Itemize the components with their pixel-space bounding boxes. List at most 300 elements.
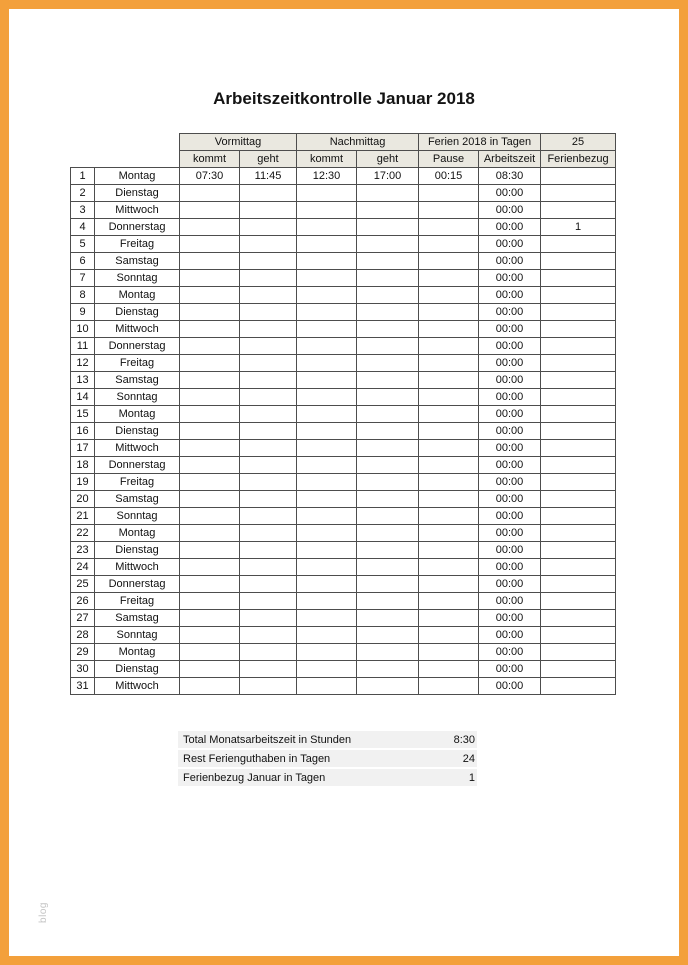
arbeitszeit-cell: 00:00 xyxy=(479,525,541,542)
vormittag-geht-cell xyxy=(240,576,297,593)
day-cell: Mittwoch xyxy=(95,678,180,695)
row-number-cell: 26 xyxy=(71,593,95,610)
timesheet-table xyxy=(70,133,616,695)
vormittag-kommt-cell xyxy=(180,423,240,440)
nachmittag-kommt-cell: 12:30 xyxy=(297,168,357,185)
nachmittag-geht-cell xyxy=(357,508,419,525)
nachmittag-kommt-cell xyxy=(297,372,357,389)
ferienbezug-cell xyxy=(541,491,616,508)
ferienbezug-cell: 1 xyxy=(541,219,616,236)
vormittag-kommt-cell xyxy=(180,576,240,593)
table-row xyxy=(71,270,616,287)
vormittag-kommt-cell xyxy=(180,440,240,457)
nachmittag-kommt-cell xyxy=(297,423,357,440)
nachmittag-geht-cell xyxy=(357,236,419,253)
vormittag-geht-cell xyxy=(240,372,297,389)
day-cell: Dienstag xyxy=(95,185,180,202)
vormittag-kommt-cell xyxy=(180,559,240,576)
arbeitszeit-cell: 00:00 xyxy=(479,661,541,678)
arbeitszeit-cell: 00:00 xyxy=(479,593,541,610)
table-row xyxy=(71,236,616,253)
nachmittag-geht-cell xyxy=(357,661,419,678)
vormittag-kommt-cell xyxy=(180,270,240,287)
day-cell: Samstag xyxy=(95,253,180,270)
timesheet-body xyxy=(71,168,616,695)
nachmittag-kommt-cell xyxy=(297,474,357,491)
row-number-cell: 5 xyxy=(71,236,95,253)
nachmittag-geht-cell xyxy=(357,270,419,287)
row-number-cell: 21 xyxy=(71,508,95,525)
pause-cell xyxy=(419,372,479,389)
ferienbezug-cell xyxy=(541,168,616,185)
nachmittag-geht-cell xyxy=(357,610,419,627)
day-cell: Dienstag xyxy=(95,304,180,321)
summary-label: Total Monatsarbeitszeit in Stunden xyxy=(183,733,352,746)
vormittag-geht-cell xyxy=(240,644,297,661)
arbeitszeit-cell: 00:00 xyxy=(479,627,541,644)
group-header-row xyxy=(71,134,616,151)
nachmittag-kommt-cell xyxy=(297,457,357,474)
day-cell: Freitag xyxy=(95,236,180,253)
row-number-cell: 13 xyxy=(71,372,95,389)
vormittag-geht-cell xyxy=(240,593,297,610)
row-number-cell: 11 xyxy=(71,338,95,355)
pause-cell xyxy=(419,559,479,576)
ferienbezug-cell xyxy=(541,559,616,576)
row-number-cell: 25 xyxy=(71,576,95,593)
ferienbezug-cell xyxy=(541,525,616,542)
nachmittag-geht-cell xyxy=(357,474,419,491)
nachmittag-geht-cell xyxy=(357,406,419,423)
summary-value: 24 xyxy=(462,752,475,765)
ferienbezug-cell xyxy=(541,304,616,321)
row-number-cell: 15 xyxy=(71,406,95,423)
vormittag-geht-cell xyxy=(240,236,297,253)
vormittag-kommt-cell xyxy=(180,610,240,627)
day-cell: Montag xyxy=(95,644,180,661)
day-cell: Donnerstag xyxy=(95,219,180,236)
table-row xyxy=(71,576,616,593)
vormittag-kommt-cell xyxy=(180,185,240,202)
row-number-cell: 31 xyxy=(71,678,95,695)
ferienbezug-cell xyxy=(541,661,616,678)
vormittag-geht-cell xyxy=(240,474,297,491)
vormittag-kommt-cell xyxy=(180,508,240,525)
nachmittag-kommt-cell xyxy=(297,593,357,610)
row-number-cell: 12 xyxy=(71,355,95,372)
nachmittag-kommt-cell xyxy=(297,304,357,321)
col-header-ferienbezug: Ferienbezug xyxy=(541,151,616,168)
vormittag-geht-cell xyxy=(240,440,297,457)
table-row xyxy=(71,440,616,457)
vormittag-kommt-cell xyxy=(180,304,240,321)
day-cell: Freitag xyxy=(95,355,180,372)
row-number-cell: 16 xyxy=(71,423,95,440)
day-cell: Dienstag xyxy=(95,542,180,559)
page xyxy=(9,9,679,956)
pause-cell xyxy=(419,304,479,321)
pause-cell xyxy=(419,610,479,627)
vormittag-geht-cell xyxy=(240,321,297,338)
col-header-arbeitszeit: Arbeitszeit xyxy=(479,151,541,168)
table-row xyxy=(71,389,616,406)
vormittag-geht-cell xyxy=(240,627,297,644)
arbeitszeit-cell: 00:00 xyxy=(479,678,541,695)
vormittag-kommt-cell xyxy=(180,542,240,559)
nachmittag-kommt-cell xyxy=(297,627,357,644)
day-cell: Dienstag xyxy=(95,423,180,440)
arbeitszeit-cell: 00:00 xyxy=(479,372,541,389)
row-number-cell: 4 xyxy=(71,219,95,236)
vormittag-geht-cell xyxy=(240,610,297,627)
ferienbezug-cell xyxy=(541,372,616,389)
pause-cell xyxy=(419,576,479,593)
vormittag-kommt-cell xyxy=(180,525,240,542)
vormittag-geht-cell xyxy=(240,542,297,559)
ferienbezug-cell xyxy=(541,355,616,372)
nachmittag-geht-cell xyxy=(357,372,419,389)
nachmittag-geht-cell xyxy=(357,185,419,202)
nachmittag-kommt-cell xyxy=(297,185,357,202)
pause-cell xyxy=(419,406,479,423)
pause-cell xyxy=(419,678,479,695)
table-row xyxy=(71,355,616,372)
summary-label: Rest Ferienguthaben in Tagen xyxy=(183,752,331,765)
row-number-cell: 23 xyxy=(71,542,95,559)
arbeitszeit-cell: 00:00 xyxy=(479,508,541,525)
day-cell: Samstag xyxy=(95,610,180,627)
vormittag-kommt-cell xyxy=(180,321,240,338)
vormittag-geht-cell xyxy=(240,338,297,355)
arbeitszeit-cell: 00:00 xyxy=(479,236,541,253)
vormittag-kommt-cell xyxy=(180,678,240,695)
arbeitszeit-cell: 00:00 xyxy=(479,559,541,576)
arbeitszeit-cell: 00:00 xyxy=(479,338,541,355)
day-cell: Donnerstag xyxy=(95,457,180,474)
vormittag-kommt-cell xyxy=(180,644,240,661)
day-cell: Montag xyxy=(95,525,180,542)
table-row xyxy=(71,491,616,508)
vormittag-geht-cell xyxy=(240,678,297,695)
day-cell: Donnerstag xyxy=(95,338,180,355)
arbeitszeit-cell: 00:00 xyxy=(479,253,541,270)
col-header-vormittag-geht: geht xyxy=(240,151,297,168)
table-row xyxy=(71,168,616,185)
group-header-nachmittag: Nachmittag xyxy=(297,134,419,151)
ferienbezug-cell xyxy=(541,236,616,253)
vormittag-kommt-cell xyxy=(180,219,240,236)
table-row xyxy=(71,559,616,576)
row-number-cell: 27 xyxy=(71,610,95,627)
summary-label: Ferienbezug Januar in Tagen xyxy=(183,771,326,784)
row-number-cell: 1 xyxy=(71,168,95,185)
pause-cell xyxy=(419,508,479,525)
row-number-cell: 18 xyxy=(71,457,95,474)
vormittag-geht-cell xyxy=(240,270,297,287)
vormittag-kommt-cell xyxy=(180,287,240,304)
pause-cell xyxy=(419,440,479,457)
table-row xyxy=(71,661,616,678)
table-row xyxy=(71,338,616,355)
ferienbezug-cell xyxy=(541,185,616,202)
arbeitszeit-cell: 00:00 xyxy=(479,644,541,661)
ferienbezug-cell xyxy=(541,321,616,338)
vormittag-kommt-cell xyxy=(180,236,240,253)
arbeitszeit-cell: 00:00 xyxy=(479,389,541,406)
nachmittag-kommt-cell xyxy=(297,236,357,253)
row-number-cell: 6 xyxy=(71,253,95,270)
pause-cell xyxy=(419,644,479,661)
ferienbezug-cell xyxy=(541,678,616,695)
day-cell: Donnerstag xyxy=(95,576,180,593)
row-number-cell: 19 xyxy=(71,474,95,491)
table-row xyxy=(71,219,616,236)
arbeitszeit-cell: 00:00 xyxy=(479,406,541,423)
pause-cell xyxy=(419,185,479,202)
ferienbezug-cell xyxy=(541,593,616,610)
day-cell: Mittwoch xyxy=(95,559,180,576)
day-cell: Montag xyxy=(95,168,180,185)
row-number-cell: 20 xyxy=(71,491,95,508)
pause-cell xyxy=(419,491,479,508)
nachmittag-geht-cell xyxy=(357,338,419,355)
arbeitszeit-cell: 00:00 xyxy=(479,304,541,321)
table-row xyxy=(71,321,616,338)
nachmittag-geht-cell: 17:00 xyxy=(357,168,419,185)
table-row xyxy=(71,185,616,202)
vormittag-kommt-cell xyxy=(180,355,240,372)
col-header-nachmittag-kommt: kommt xyxy=(297,151,357,168)
table-row xyxy=(71,644,616,661)
arbeitszeit-cell: 00:00 xyxy=(479,219,541,236)
arbeitszeit-cell: 00:00 xyxy=(479,474,541,491)
day-cell: Freitag xyxy=(95,593,180,610)
vormittag-kommt-cell xyxy=(180,627,240,644)
nachmittag-kommt-cell xyxy=(297,338,357,355)
nachmittag-kommt-cell xyxy=(297,542,357,559)
arbeitszeit-cell: 00:00 xyxy=(479,610,541,627)
nachmittag-kommt-cell xyxy=(297,440,357,457)
ferienbezug-cell xyxy=(541,542,616,559)
vormittag-kommt-cell xyxy=(180,406,240,423)
nachmittag-geht-cell xyxy=(357,219,419,236)
row-number-cell: 29 xyxy=(71,644,95,661)
pause-cell xyxy=(419,525,479,542)
pause-cell xyxy=(419,253,479,270)
day-cell: Montag xyxy=(95,406,180,423)
nachmittag-geht-cell xyxy=(357,304,419,321)
table-row xyxy=(71,423,616,440)
table-row xyxy=(71,525,616,542)
ferienbezug-cell xyxy=(541,338,616,355)
vormittag-geht-cell xyxy=(240,253,297,270)
ferienbezug-cell xyxy=(541,406,616,423)
nachmittag-geht-cell xyxy=(357,202,419,219)
nachmittag-kommt-cell xyxy=(297,389,357,406)
nachmittag-kommt-cell xyxy=(297,576,357,593)
row-number-cell: 8 xyxy=(71,287,95,304)
vormittag-kommt-cell xyxy=(180,593,240,610)
nachmittag-geht-cell xyxy=(357,576,419,593)
nachmittag-geht-cell xyxy=(357,389,419,406)
nachmittag-kommt-cell xyxy=(297,270,357,287)
table-row xyxy=(71,304,616,321)
table-row xyxy=(71,508,616,525)
nachmittag-kommt-cell xyxy=(297,321,357,338)
ferienbezug-cell xyxy=(541,457,616,474)
row-number-cell: 17 xyxy=(71,440,95,457)
ferienbezug-cell xyxy=(541,440,616,457)
day-cell: Sonntag xyxy=(95,627,180,644)
vormittag-kommt-cell xyxy=(180,372,240,389)
table-row xyxy=(71,406,616,423)
arbeitszeit-cell: 00:00 xyxy=(479,491,541,508)
nachmittag-kommt-cell xyxy=(297,491,357,508)
ferienbezug-cell xyxy=(541,576,616,593)
vormittag-kommt-cell: 07:30 xyxy=(180,168,240,185)
pause-cell xyxy=(419,661,479,678)
nachmittag-geht-cell xyxy=(357,559,419,576)
nachmittag-geht-cell xyxy=(357,593,419,610)
table-row xyxy=(71,253,616,270)
vormittag-kommt-cell xyxy=(180,457,240,474)
nachmittag-kommt-cell xyxy=(297,610,357,627)
day-cell: Sonntag xyxy=(95,270,180,287)
row-number-cell: 28 xyxy=(71,627,95,644)
nachmittag-geht-cell xyxy=(357,644,419,661)
nachmittag-kommt-cell xyxy=(297,508,357,525)
table-row xyxy=(71,593,616,610)
ferienbezug-cell xyxy=(541,423,616,440)
ferienbezug-cell xyxy=(541,644,616,661)
vormittag-geht-cell xyxy=(240,406,297,423)
pause-cell xyxy=(419,542,479,559)
pause-cell xyxy=(419,236,479,253)
arbeitszeit-cell: 00:00 xyxy=(479,202,541,219)
vormittag-geht-cell xyxy=(240,219,297,236)
row-number-cell: 30 xyxy=(71,661,95,678)
ferienbezug-cell xyxy=(541,202,616,219)
pause-cell xyxy=(419,593,479,610)
vormittag-geht-cell xyxy=(240,304,297,321)
nachmittag-geht-cell xyxy=(357,525,419,542)
pause-cell xyxy=(419,423,479,440)
table-row xyxy=(71,474,616,491)
day-cell: Dienstag xyxy=(95,661,180,678)
nachmittag-kommt-cell xyxy=(297,253,357,270)
vormittag-geht-cell xyxy=(240,508,297,525)
nachmittag-geht-cell xyxy=(357,542,419,559)
vormittag-geht-cell xyxy=(240,491,297,508)
nachmittag-geht-cell xyxy=(357,491,419,508)
nachmittag-kommt-cell xyxy=(297,644,357,661)
nachmittag-geht-cell xyxy=(357,321,419,338)
ferienbezug-cell xyxy=(541,287,616,304)
row-number-cell: 10 xyxy=(71,321,95,338)
pause-cell xyxy=(419,355,479,372)
nachmittag-geht-cell xyxy=(357,253,419,270)
row-number-cell: 14 xyxy=(71,389,95,406)
row-number-cell: 9 xyxy=(71,304,95,321)
summary-row xyxy=(178,750,477,767)
row-number-cell: 7 xyxy=(71,270,95,287)
table-row xyxy=(71,287,616,304)
col-header-pause: Pause xyxy=(419,151,479,168)
ferienbezug-cell xyxy=(541,627,616,644)
day-cell: Sonntag xyxy=(95,508,180,525)
nachmittag-geht-cell xyxy=(357,440,419,457)
vormittag-kommt-cell xyxy=(180,338,240,355)
arbeitszeit-cell: 00:00 xyxy=(479,423,541,440)
pause-cell xyxy=(419,627,479,644)
page-title: Arbeitszeitkontrolle Januar 2018 xyxy=(213,89,475,108)
row-number-cell: 24 xyxy=(71,559,95,576)
group-header-vormittag: Vormittag xyxy=(180,134,297,151)
vormittag-geht-cell xyxy=(240,559,297,576)
table-row xyxy=(71,678,616,695)
row-number-cell: 3 xyxy=(71,202,95,219)
vormittag-geht-cell xyxy=(240,661,297,678)
nachmittag-geht-cell xyxy=(357,457,419,474)
nachmittag-geht-cell xyxy=(357,423,419,440)
table-row xyxy=(71,627,616,644)
nachmittag-geht-cell xyxy=(357,287,419,304)
vormittag-geht-cell xyxy=(240,457,297,474)
pause-cell xyxy=(419,287,479,304)
nachmittag-kommt-cell xyxy=(297,678,357,695)
vormittag-geht-cell xyxy=(240,525,297,542)
table-row xyxy=(71,457,616,474)
nachmittag-kommt-cell xyxy=(297,287,357,304)
pause-cell xyxy=(419,338,479,355)
day-cell: Mittwoch xyxy=(95,202,180,219)
arbeitszeit-cell: 00:00 xyxy=(479,321,541,338)
nachmittag-kommt-cell xyxy=(297,355,357,372)
vormittag-geht-cell xyxy=(240,389,297,406)
day-cell: Montag xyxy=(95,287,180,304)
vormittag-geht-cell xyxy=(240,355,297,372)
nachmittag-geht-cell xyxy=(357,355,419,372)
group-header-ferien: Ferien 2018 in Tagen xyxy=(419,134,541,151)
col-header-nachmittag-geht: geht xyxy=(357,151,419,168)
table-row xyxy=(71,542,616,559)
nachmittag-kommt-cell xyxy=(297,559,357,576)
arbeitszeit-cell: 00:00 xyxy=(479,287,541,304)
nachmittag-geht-cell xyxy=(357,678,419,695)
ferienbezug-cell xyxy=(541,474,616,491)
summary xyxy=(178,731,477,788)
day-cell: Freitag xyxy=(95,474,180,491)
arbeitszeit-cell: 00:00 xyxy=(479,355,541,372)
pause-cell xyxy=(419,457,479,474)
ferienbezug-cell xyxy=(541,610,616,627)
row-number-cell: 2 xyxy=(71,185,95,202)
vormittag-geht-cell xyxy=(240,202,297,219)
arbeitszeit-cell: 00:00 xyxy=(479,457,541,474)
arbeitszeit-cell: 00:00 xyxy=(479,440,541,457)
vormittag-kommt-cell xyxy=(180,661,240,678)
day-cell: Mittwoch xyxy=(95,440,180,457)
nachmittag-geht-cell xyxy=(357,627,419,644)
arbeitszeit-cell: 00:00 xyxy=(479,576,541,593)
pause-cell: 00:15 xyxy=(419,168,479,185)
summary-value: 1 xyxy=(468,771,475,784)
nachmittag-kommt-cell xyxy=(297,661,357,678)
vormittag-geht-cell xyxy=(240,423,297,440)
pause-cell xyxy=(419,389,479,406)
nachmittag-kommt-cell xyxy=(297,406,357,423)
vormittag-geht-cell xyxy=(240,185,297,202)
